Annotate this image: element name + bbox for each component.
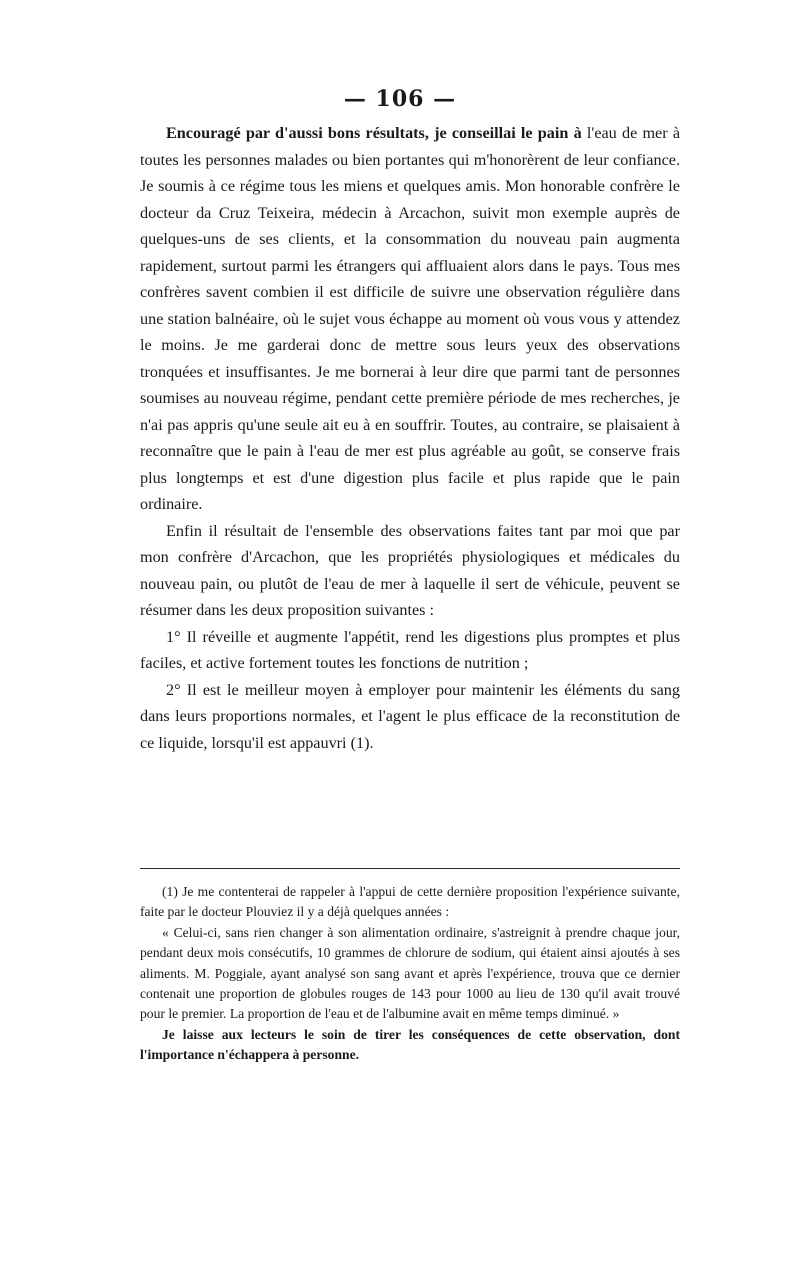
footnote-rule [140,868,680,869]
paragraph-1 [140,120,680,518]
footnote-conclusion: Je laisse aux lecteurs le soin de tirer les conséquences de cette observation, dont l'importance n'échappera à personne. [140,1026,680,1063]
paragraph-3: 1° Il réveille et augmente l'appétit, rend les digestions plus promptes et plus faciles, et active fortement toutes les fonctions de nutrition ; [140,627,680,672]
footnote-1: (1) Je me contenterai de rappeler à l'appui de cette dernière proposition l'expérience suivante, faite par le docteur Plouviez il y a déjà quelques années : [140,884,680,920]
paragraph-4: 2° Il est le meilleur moyen à employer pour maintenir les éléments du sang dans leurs proportions normales, et l'agent le plus efficace de la reconstitution de ce liquide, lorsqu'il est appauvri (1). [140,680,680,752]
footnote-quote: « Celui-ci, sans rien changer à son alimentation ordinaire, s'astreignit à prendre chaque jour, pendant deux mois consécutifs, 10 grammes de chlorure de sodium, qui étaient ainsi ajoutés à ses aliments. M. Poggiale, ayant analysé son sang avant et après l'expérience, trouva que ce dernier contenait une proportion de globules rouges de 143 pour 1000 au lieu de 130 qu'il avait trouvé pour le premier. La proportion de l'eau et de l'albumine avait en même temps diminué. » [140,924,680,1022]
main-text [140,120,680,756]
footnotes [140,882,680,1066]
paragraph-1-lead: Encouragé par d'aussi bons résultats, je conseillai le pain à [166,124,582,142]
paragraph-2: Enfin il résultait de l'ensemble des observations faites tant par moi que par mon confrère d'Arcachon, que les propriétés physiologiques et médicales du nouveau pain, ou plutôt de l'eau de mer à laquelle il sert de véhicule, peuvent se résumer dans les deux proposition suivantes : [140,521,680,619]
paragraph-1-body: l'eau de mer à toutes les personnes malades ou bien portantes qui m'honorèrent de leur confiance. Je soumis à ce régime tous les miens et quelques amis. Mon honorable confrère le docteur da Cruz Teixeira, médecin à Arcachon, suivit mon exemple auprès de quelques-uns de ses clients, et la consommation du nouveau pain augmenta rapidement, surtout parmi les étrangers qui affluaient alors dans le pays. Tous mes confrères savent combien il est difficile de suivre une observation régulière dans une station balnéaire, où le sujet vous échappe au moment où vous vous y attendez le moins. Je me garderai donc de mettre sous leurs yeux des observations tronquées et insuffisantes. Je me bornerai à leur dire que parmi tant de personnes soumises au nouveau régime, pendant cette première période de mes recherches, je n'ai pas appris qu'une seule ait eu à en souffrir. Toutes, au contraire, se plaisaient à reconnaître que le pain à l'eau de mer est plus agréable au goût, se conserve frais plus longtemps et est d'une digestion plus facile et plus rapide que le pain ordinaire. [140,124,681,513]
page-number: — 106 — [343,86,457,112]
